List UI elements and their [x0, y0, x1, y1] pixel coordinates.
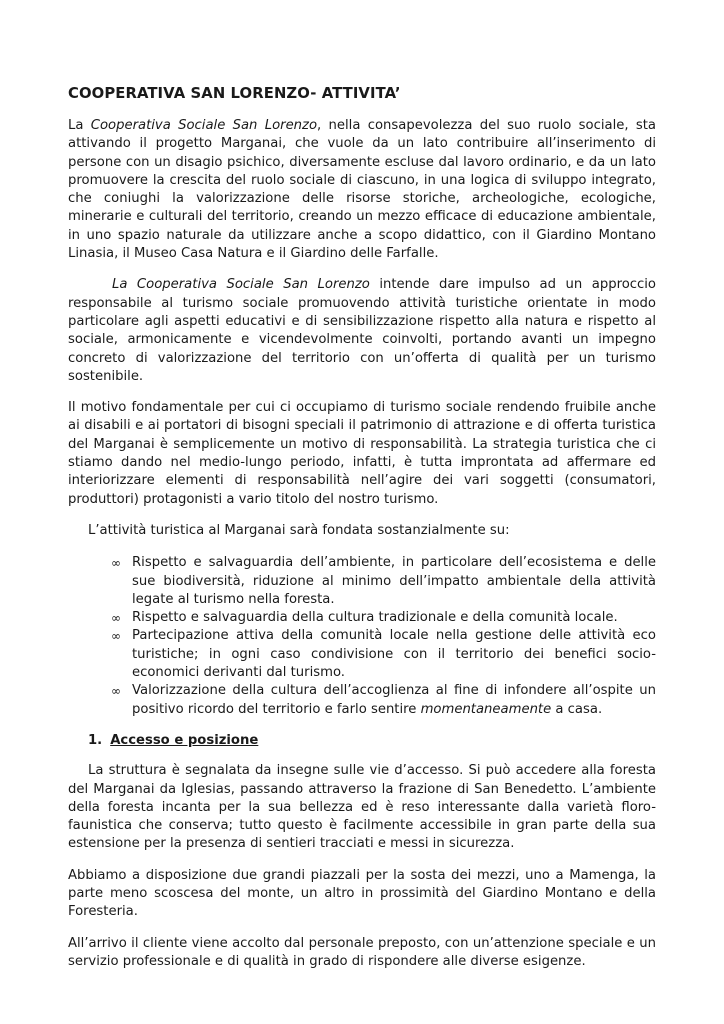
paragraph-approach — [68, 276, 656, 386]
list-item — [111, 627, 656, 682]
infinity-bullet-icon: ∞ — [111, 629, 121, 644]
section-heading — [88, 732, 656, 750]
paragraph-intro-lead: La — [68, 118, 91, 133]
infinity-bullet-icon: ∞ — [111, 684, 121, 699]
paragraph-access: La struttura è segnalata da insegne sulle vie d’accesso. Si può accedere alla foresta del Marganai da Iglesias, passando attraverso la frazione di San Benedetto. L’ambiente della foresta incanta per la sua bellezza ed è reso interessante dalla varietà floro-faunistica che conserva; tutto questo è facilmente accessibile in gran parte della sua estensione per la presenza di sentieri tracciati e messi in sicurezza. — [68, 763, 656, 852]
list-item-text: Rispetto e salvaguardia della cultura tradizionale e della comunità locale. — [132, 610, 618, 626]
list-item — [111, 609, 656, 627]
list-item — [111, 554, 656, 609]
bullet-list — [68, 554, 656, 719]
list-item-text: Rispetto e salvaguardia dell’ambiente, in particolare dell’ecosistema e delle sue biodiversità, riduzione al minimo dell’impatto ambientale della attività legate al turismo nella foresta. — [132, 555, 656, 607]
section-number: 1. — [88, 732, 103, 748]
paragraph-approach-text: intende dare impulso ad un approccio responsabile al turismo sociale promuovendo attività turistiche orientate in modo particolare agli aspetti educativi e di sensibilizzazione rispetto alla natura e rispetto al sociale, armonicamente e vicendevolmente coinvolti, portando avanti un impegno concreto di valorizzazione del territorio con un’offerta di qualità per un turismo sostenibile. — [68, 277, 657, 384]
paragraph-intro — [68, 117, 656, 263]
paragraph-arrival: All’arrivo il cliente viene accolto dal personale preposto, con un’attenzione speciale e un servizio professionale e di qualità in grado di rispondere alle diverse esigenze. — [68, 935, 656, 969]
infinity-bullet-icon: ∞ — [111, 611, 121, 626]
infinity-bullet-icon: ∞ — [111, 556, 121, 571]
cooperative-name: Cooperativa Sociale San Lorenzo — [90, 118, 318, 133]
section-title: Accesso e posizione — [110, 732, 259, 748]
list-item-italic: momentaneamente — [420, 701, 552, 717]
cooperative-name-2: La Cooperativa Sociale San Lorenzo — [112, 277, 370, 293]
paragraph-parking: Abbiamo a disposizione due grandi piazzali per la sosta dei mezzi, uno a Mamenga, la parte meno scoscesa del monte, un altro in prossimità del Giardino Montano e della Foresteria. — [68, 867, 656, 920]
list-intro: L’attività turistica al Marganai sarà fondata sostanzialmente su: — [88, 522, 510, 538]
paragraph-intro-text: , nella consapevolezza del suo ruolo sociale, sta attivando il progetto Marganai, che vuole da un lato contribuire all’inserimento di persone con un disagio psichico, diversamente escluse dal lavoro ordinario, e da un lato promuovere la crescita del ruolo sociale di ciascuno, in una logica di sviluppo integrato, che coniughi la valorizzazione delle risorse storiche, archeologiche, ecologiche, minerarie e culturali del territorio, creando un mezzo efficace di educazione ambientale, in uno spazio naturale da utilizzare anche a scopo didattico, con il Giardino Montano Linasia, il Museo Casa Natura e il Giardino delle Farfalle. — [68, 118, 656, 262]
page-title: COOPERATIVA SAN LORENZO- ATTIVITA’ — [68, 85, 401, 102]
list-item-text-end: a casa. — [551, 701, 603, 717]
paragraph-motivation: Il motivo fondamentale per cui ci occupiamo di turismo sociale rendendo fruibile anche ai disabili e ai portatori di bisogni speciali il patrimonio di attrazione e di offerta turistica del Marganai è semplicemente un motivo di responsabilità. La strategia turistica che ci stiamo dando nel medio-lungo periodo, infatti, è tutta improntata ad affermare ed interiorizzare elementi di responsabilità nell’agire dei vari soggetti (consumatori, produttori) protagonisti a vario titolo del nostro turismo. — [68, 400, 656, 507]
list-item-text: Partecipazione attiva della comunità locale nella gestione delle attività eco turistiche; in ogni caso condivisione con il territorio dei benefici socio- economici derivanti dal turismo. — [132, 628, 656, 681]
list-item — [111, 682, 656, 719]
list-item-text: Valorizzazione della cultura dell’accoglienza al fine di infondere all’ospite un positivo ricordo del territorio e farlo sentire — [132, 683, 656, 717]
